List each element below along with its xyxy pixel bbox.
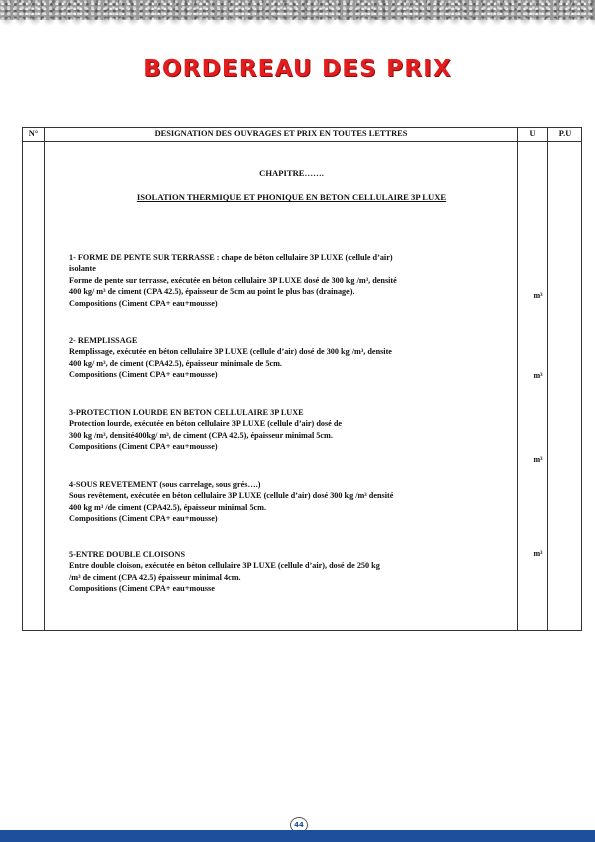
item-unit: m³ [533,455,543,464]
item-unit: m³ [533,549,543,558]
header-unit: U [529,129,536,138]
item-line: Forme de pente sur terrasse, exécutée en béton cellulaire 3P LUXE dosé de 300 kg /m³, densité [69,275,397,285]
item-line: Protection lourde, exécutée en béton cellulaire 3P LUXE (cellule d’air) dosé de [69,419,343,429]
top-texture-band [0,0,595,20]
item-line: 300 kg /m³, densité400kg/ m³, de ciment (CPA 42.5), épaisseur minimal 5cm. [69,430,333,440]
item-line: 2- REMPLISSAGE [69,336,138,345]
item-line: Entre double cloison, exécutée en béton cellulaire 3P LUXE (cellule d’air), dosé de 250 kg [69,561,380,571]
item-line: Compositions (Ciment CPA+ eau+mousse) [69,442,218,452]
item-line: Sous revêtement, exécutée en béton cellulaire 3P LUXE (cellule d’air) dosé 300 kg /m³ densité [69,491,394,501]
col-divider-num [44,128,45,630]
list-item [69,549,519,595]
header-price: P.U [558,129,572,138]
item-line: isolante [69,264,96,274]
page-number-badge: 44 [290,817,308,833]
header-divider [23,141,581,142]
item-line: 400 kg m³ /de ciment (CPA42.5), épaisseur minimal 5cm. [69,502,267,512]
page-title: BORDEREAU DES PRIX [143,56,452,82]
item-unit: m³ [533,371,543,380]
item-line: 400 kg/ m³ de ciment (CPA 42.5), épaisseur de 5cm au point le plus bas (drainage). [69,287,355,297]
chapter-title: ISOLATION THERMIQUE ET PHONIQUE EN BETON CELLULAIRE 3P LUXE [136,192,447,202]
list-item [69,407,519,453]
item-line: Compositions (Ciment CPA+ eau+mousse [69,584,215,594]
item-line: Remplissage, exécutée en béton cellulaire 3P LUXE (cellule d’air) dosé de 300 kg /m³, densite [69,347,392,357]
item-line: Compositions (Ciment CPA+ eau+mousse) [69,298,218,308]
item-line: 400 kg/ m³, de ciment (CPA42.5), épaisseur minimale de 5cm. [69,358,282,368]
list-item [69,479,519,525]
list-item [69,252,519,309]
item-line: 5-ENTRE DOUBLE CLOISONS [69,550,186,559]
item-line: 3-PROTECTION LOURDE EN BETON CELLULAIRE 3P LUXE [69,408,304,417]
footer-bar [0,830,595,842]
item-line: 4-SOUS REVETEMENT (sous carrelage, sous grés….) [69,480,261,489]
header-designation: DESIGNATION DES OUVRAGES ET PRIX EN TOUTES LETTRES [154,129,408,138]
item-line: Compositions (Ciment CPA+ eau+mousse) [69,370,218,380]
list-item [69,335,519,381]
chapter-label: CHAPITRE……. [259,168,324,178]
item-line: /m³ de ciment (CPA 42.5) épaisseur minimal 4cm. [69,572,241,582]
header-num: N° [28,129,39,138]
item-unit: m³ [533,291,543,300]
item-line: Compositions (Ciment CPA+ eau+mousse) [69,514,218,524]
price-table [22,127,582,631]
item-line: 1- FORME DE PENTE SUR TERRASSE : chape de béton cellulaire 3P LUXE (cellule d’air) [69,253,393,262]
